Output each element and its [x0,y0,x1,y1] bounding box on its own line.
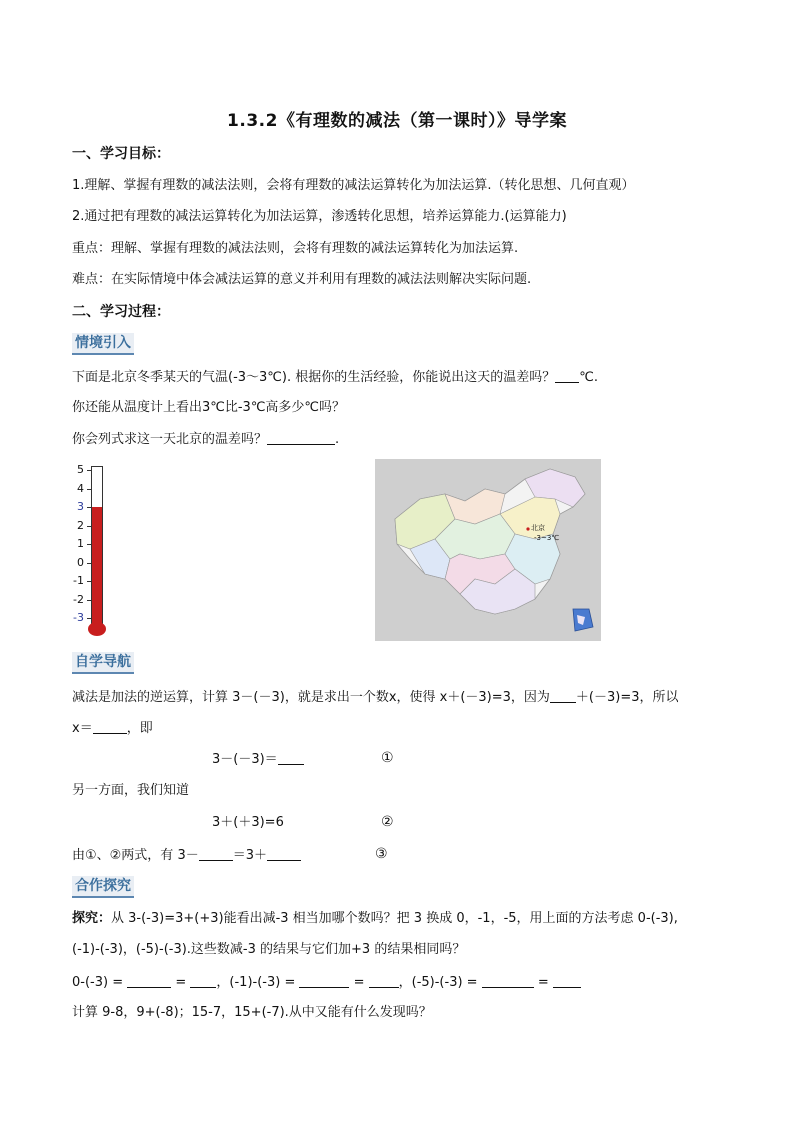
self-study-line-4-text: 由①、②两式，有 3－ [72,848,199,863]
process-heading: 二、学习过程： [72,304,170,320]
thermometer-tick [87,563,92,564]
intro-line-1 [72,368,598,387]
thermometer-tick-label: 0 [77,555,84,569]
thermometer-tick [87,600,92,601]
thermometer-tick [87,526,92,527]
intro-line-3-text: 你会列式求这一天北京的温差吗？ [72,432,268,447]
page-title: 1.3.2《有理数的减法（第一课时）》导学案 [227,111,567,131]
goal-2: 2.通过把有理数的减法运算转化为加法运算，渗透转化思想，培养运算能力.(运算能力) [72,209,567,224]
thermometer-tick-label: 4 [77,481,84,495]
explore-line-3-d: = [349,975,369,990]
thermometer-tick-label: 5 [77,463,84,476]
key-point: 重点：理解、掌握有理数的减法法则，会将有理数的减法运算转化为加法运算. [72,241,519,256]
equation-1-marker: ① [381,750,394,766]
self-study-line-1 [72,688,679,707]
answer-blank[interactable] [267,846,301,861]
china-map-graphic [375,459,601,641]
explore-line-2: (-1)-(-3)，(-5)-(-3).这些数减-3 的结果与它们加+3 的结果相同吗？ [72,942,466,957]
intro-line-1-text: 下面是北京冬季某天的气温(-3～3℃). 根据你的生活经验，你能说出这天的温差吗？ [72,370,556,385]
answer-blank[interactable] [553,973,581,988]
intro-line-3-end: . [335,432,340,447]
thermometer-tick [87,470,92,471]
answer-blank[interactable] [299,973,349,988]
explore-line-4: 计算 9-8，9+(-8)；15-7，15+(-7).从中又能有什么发现吗？ [72,1005,432,1020]
difficulty-point: 难点：在实际情境中体会减法运算的意义并利用有理数的减法法则解决实际问题. [72,272,532,287]
explore-line-1 [72,910,678,928]
goal-1: 1.理解、掌握有理数的减法法则，会将有理数的减法运算转化为加法运算.（转化思想、几何直观） [72,178,635,193]
thermometer-bulb [88,622,106,636]
answer-blank[interactable] [482,973,534,988]
thermometer-tick-label: -3 [73,611,84,624]
answer-blank[interactable] [199,846,233,861]
self-study-line-4-mid: ＝3＋ [232,848,267,863]
self-study-line-1-end: ＋(－3)=3，所以 [575,690,679,705]
map-city-label: 北京 [531,524,545,532]
answer-blank[interactable] [190,973,216,988]
self-study-line-2 [72,719,153,738]
equation-1 [212,750,304,769]
answer-blank[interactable] [369,973,399,988]
answer-blank[interactable] [127,973,171,988]
thermometer-tick [87,618,92,619]
intro-line-3 [72,430,339,449]
china-map [375,459,601,641]
thermometer-tick-label: 2 [77,518,84,532]
map-temp-label: -3~3℃ [534,534,560,542]
explore-line-1-text: 从 3-(-3)=3+(+3)能看出减-3 相当加哪个数吗？把 3 换成 0，-1，-5，用上面的方法考虑 0-(-3), [111,911,678,926]
answer-blank[interactable] [550,688,576,703]
thermometer-tick-label: -1 [73,574,84,587]
self-study-line-3: 另一方面，我们知道 [72,783,190,798]
equation-2: 3＋(＋3)=6 [212,815,284,830]
self-study-line-4 [72,846,301,865]
section-label-self-study: 自学导航 [72,652,134,674]
thermometer [62,462,122,642]
explore-line-3-a: 0-(-3) = [72,975,128,990]
section-label-explore: 合作探究 [72,876,134,898]
equation-3-marker: ③ [375,846,388,862]
self-study-line-1-text: 减法是加法的逆运算，计算 3－(－3)，就是求出一个数x，使得 x＋(－3)=3，因为 [72,690,550,705]
self-study-line-2-text: x＝ [72,721,93,736]
thermometer-mercury [92,507,102,628]
intro-line-2: 你还能从温度计上看出3℃比-3℃高多少℃吗？ [72,400,346,415]
explore-line-3 [72,973,581,992]
goals-heading: 一、学习目标： [72,146,170,162]
self-study-line-2-end: ，即 [126,721,153,736]
answer-blank[interactable] [555,368,579,383]
intro-line-1-unit: ℃. [579,370,598,385]
equation-1-text: 3－(－3)＝ [212,752,278,767]
explore-line-3-e: ，(-5)-(-3) = [398,975,482,990]
thermometer-tick-label: -2 [73,592,84,606]
equation-2-marker: ② [381,814,394,830]
explore-label: 探究： [72,911,112,926]
thermometer-tick [87,489,92,490]
thermometer-tick-label: 3 [77,500,84,513]
answer-blank[interactable] [93,719,127,734]
section-label-intro: 情境引入 [72,333,134,355]
explore-line-3-f: = [533,975,553,990]
answer-blank[interactable] [267,430,335,445]
answer-blank[interactable] [278,750,304,765]
thermometer-tick [87,544,92,545]
explore-line-3-b: = [171,975,191,990]
explore-line-3-c: ，(-1)-(-3) = [216,975,300,990]
thermometer-tick [87,507,92,508]
thermometer-tick [87,581,92,582]
thermometer-tick-label: 1 [77,537,84,550]
